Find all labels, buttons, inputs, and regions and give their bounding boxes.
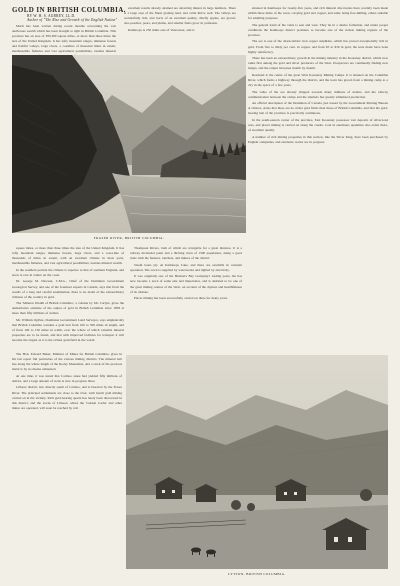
- byline-author: BY W. H. S. AUBREY, LL.D.: [27, 14, 76, 18]
- fraser-river-caption: FRASER RIVER, BRITISH COLUMBIA.: [93, 236, 165, 240]
- paragraph: The value of the ore already shipped exceeds many millions of dollars, and the railway communication between the camps and the smelters has greatly stimulated production.: [248, 89, 388, 99]
- column-1-middle: [12, 246, 124, 350]
- paragraph: There has been an extraordinary growth in the mining industry in the Kootenay district, which now ranks first among the gold and silver producers of the West. Prospectors are continually finding new ledges, and the output increases month by month.: [248, 56, 388, 71]
- paragraph: At one time, it was stated that Cariboo alone had yielded fifty millions of dollars, and a large amount of work is now in progress there.: [12, 373, 122, 383]
- paragraph: In the southern portion the climate is superior to that of southern England, and snow is rare in winter on the coast.: [12, 267, 124, 277]
- paragraph: The ore is one of the characteristic iron copper sulphides, which has proved exceptionally rich in gold. From five to thirty per cent. in copper, and from $5 to $30 in gold, the tests made have been highly satisfactory.: [248, 39, 388, 54]
- column-1-bottom: [12, 352, 122, 576]
- paragraph: Placer mining has been successfully carried on there for many years.: [134, 296, 228, 301]
- paragraph: Rossland is the centre of the great West Kootenay Mining Camps. It is situated on the Columbia River, which forms a highway through the district, and the town has grown from a mining camp to a city in the space of a few years.: [248, 72, 388, 88]
- paragraph: The general trend of the veins is east and west. They lie in a diorite formation, and under proper conditions the Kamloops district promises to become one of the richest mining regions of the province.: [248, 22, 388, 37]
- paragraph: Thompson Rivers, both of which are navigable for a great distance. It is a railway divisional point and a thriving town of 1500 population, doing a good trade with the farmers, ranchers, and miners of the district.: [130, 246, 242, 261]
- column-3: [248, 6, 388, 346]
- fraser-river-engraving: [12, 55, 246, 233]
- paragraph: An official description of the Dominion of Canada, just issued by the Government Printing Bureau at Ottawa, states that there are no richer gold fields than those of British Columbia, and that the gold-bearing belt of the province is practically continuous.: [248, 101, 388, 116]
- paragraph: excellent results already attained are attracting miners in large numbers. There is a large area of the finest grazing land, and cattle thrive well. The valleys are wonderfully rich, and tracts of an excellent quality, chiefly apples, are grown; also peaches, pears, and plums, and smaller fruits grow in profusion.: [124, 6, 236, 26]
- paragraph: It was originally one of the Hudson's Bay Company's trading posts, but has now become a town of some size and importance, and is destined to be one of the great mining centres of the West, on account of the dryness and healthfulness of its climate.: [130, 274, 242, 294]
- column-2-top: [124, 6, 236, 52]
- paragraph: situated in Kamloops for twenty-five years, and rich mineral discoveries have recently been made within three miles of the town, carrying gold and copper, and some being free-milling, others suitable for smelting purposes.: [248, 6, 388, 21]
- paragraph: Much has been written during recent months concerning the vast auriferous wealth which has been brought to light in British Columbia. This province has an area of 383,300 square miles, or more than three times the size of the United Kingdom. It has lofty mountain ranges, immense forests and fruitful valleys, large rivers, a coastline of thousand miles in extent, inexhaustible fisheries and vast agricultural possibilities, besides mineral: [12, 24, 116, 54]
- lytton-engraving: [126, 355, 388, 569]
- paragraph: The Hon. Edward Baker, Minister of Mines for British Columbia, gives in his last report full particulars of the various mining districts. The mineral belt lies along the whole length of the Rocky Mountains, and a stock of the precious metal is by no means exhausted.: [12, 352, 122, 372]
- article-byline: [27, 14, 117, 22]
- lytton-illustration: [126, 355, 388, 569]
- column-1-top: [12, 24, 116, 54]
- column-2-middle: [130, 246, 242, 350]
- paragraph: Lillooet district, lies directly south of Cariboo, and is bisected by the Fraser River. The principal settlements are close to the river, with bench gold mining carried on in the vicinity. Rich gold-bearing quartz has lately been discovered in this district, and the towns of Lillooet, where the 'Golden Cache' and other mines are operated, will soon be reached by rail.: [12, 385, 122, 410]
- byline-subtitle: Author of "The Rise and Growth of the English Nation": [27, 18, 118, 22]
- paragraph: A number of rich mining properties in this section, like the Silver King, have been purchased by English companies, and extensive works are in progress.: [248, 134, 388, 144]
- paragraph: Mr. William Ogilvie, Dominion Government Land Surveyor, says emphatically that British Columbia contains a gold belt from 100 to 500 miles in length, and of from 100 to 150 miles in width, over the whole of which valuable mineral properties are to be found, and that with improved facilities for transport it will become the largest as it is the richest gold-field in the world.: [12, 317, 124, 343]
- paragraph: Kamloops is 250 miles east of Vancouver, and is: [128, 27, 195, 32]
- fraser-river-illustration: [12, 55, 246, 233]
- article-title: GOLD IN BRITISH COLUMBIA.: [12, 6, 126, 14]
- paragraph: square miles, or more than three times the size of the United Kingdom. It has lofty mountain ranges, immense forests, large rivers, and a coast-line of thousands of miles in extent, with an excellent climate in most parts, inexhaustible fisheries, and vast agricultural possibilities, besides mineral wealth.: [12, 246, 124, 266]
- paragraph: Dr. George M. Dawson, C.M.G., Chief of the Dominion Government Geological Survey, and one of the foremost experts in Canada, says that from the results of a long and careful examination, there is no doubt of the extraordinary richness of the country in gold.: [12, 279, 124, 299]
- paragraph: Steam boats ply on Kamloops Lake, and there are sawmills in constant operation. The town is supplied by waterworks and lighted by electricity.: [130, 262, 242, 272]
- paragraph: In the south-eastern corner of the province, East Kootenay possesses vast deposits of silver-lead ores, and placer mining is carried on along the creeks. Coal in enormous quantities also exists there, of excellent quality.: [248, 118, 388, 133]
- paragraph: The 'Mineral Wealth of British Columbia,' a volume by Mr. Carlyle, gives the authoritative estimate of the output of gold in British Columbia since 1858 at more than fifty millions of dollars.: [12, 301, 124, 316]
- lytton-caption: LYTTON, BRITISH COLUMBIA.: [228, 572, 286, 576]
